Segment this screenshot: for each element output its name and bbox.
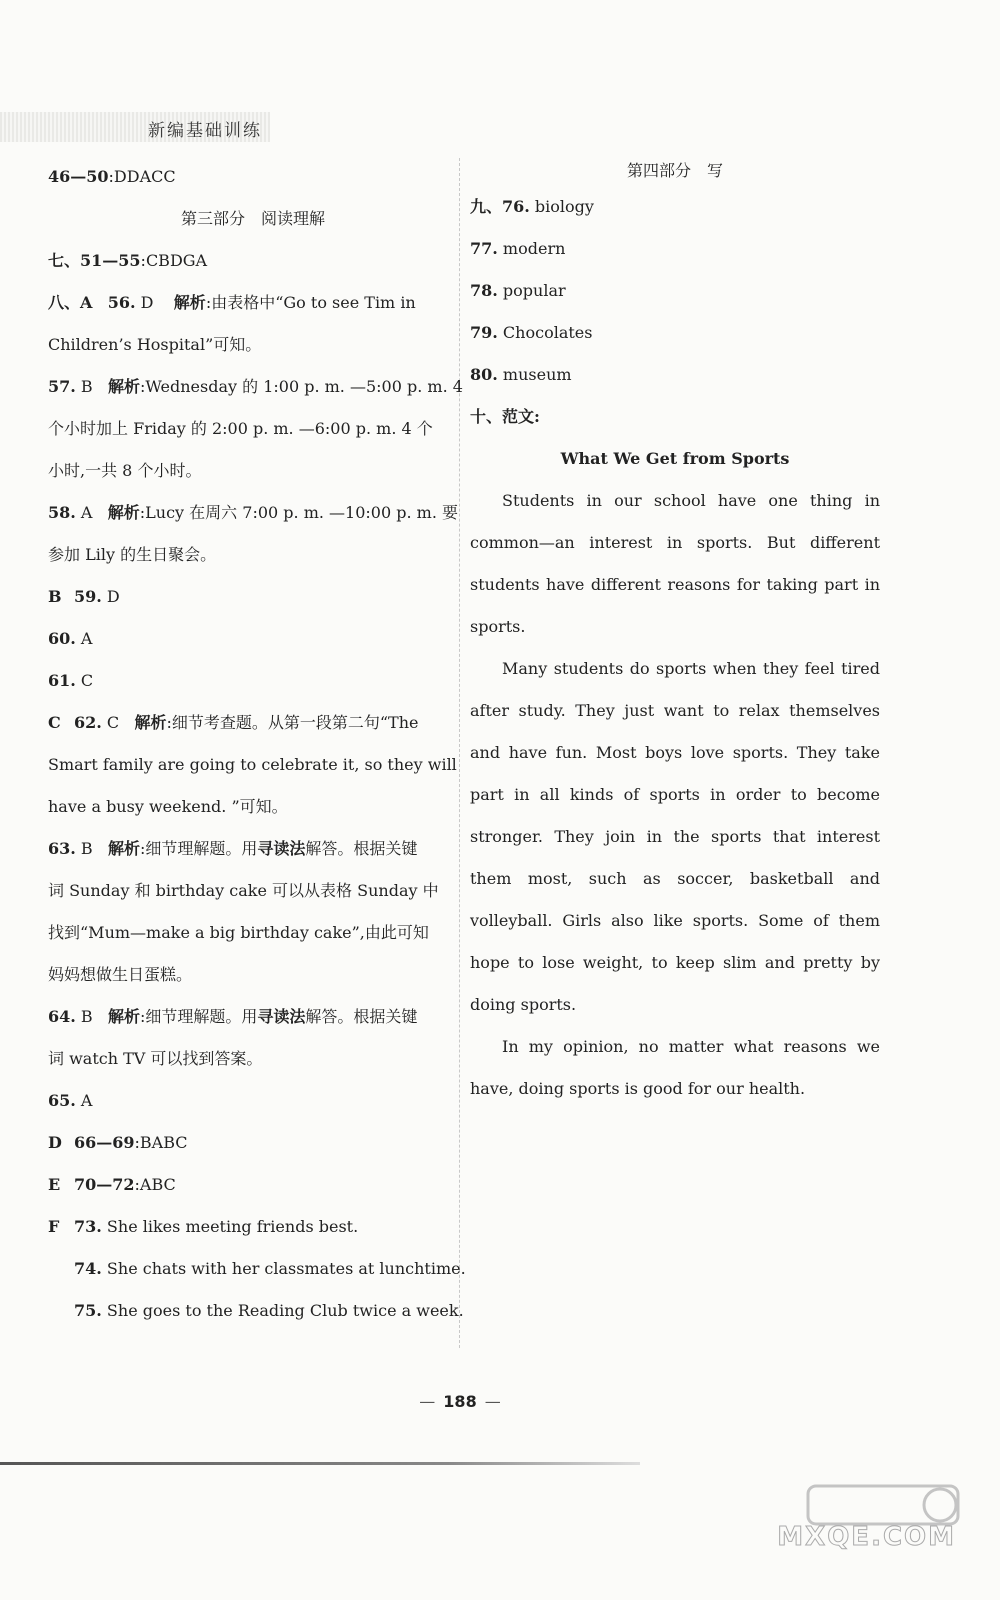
book-title: 新编基础训练 [148, 121, 262, 141]
explanation-line: 小时,一共 8 个小时。 [48, 461, 202, 480]
answer-line: 74. She chats with her classmates at lunchtime. [74, 1259, 466, 1278]
essay-paragraph: Students in our school have one thing in common—an interest in sports. But different students have different reasons for taking part in sports. [470, 491, 880, 636]
answer-line: 58. A 解析:Lucy 在周六 7:00 p. m. —10:00 p. m. 要 [48, 503, 458, 522]
answer-line: 80. museum [470, 365, 572, 384]
answer-line: 78. popular [470, 281, 566, 300]
answer-line: 七、51—55:CBDGA [48, 251, 208, 270]
explanation-line: 个小时加上 Friday 的 2:00 p. m. —6:00 p. m. 4 个 [48, 419, 433, 438]
page-footer: — 188 — [419, 1392, 501, 1411]
explanation-line: 参加 Lily 的生日聚会。 [48, 545, 217, 564]
answer-line: 46—50:DDACC [48, 167, 176, 186]
answer-line: C 62. C 解析:细节考查题。从第一段第二句“The [48, 713, 419, 732]
answer-line: 75. She goes to the Reading Club twice a week. [74, 1301, 464, 1320]
left-column [48, 156, 466, 1332]
answer-line: 61. C [48, 671, 94, 690]
explanation-line: 找到“Mum—make a big birthday cake”,由此可知 [48, 923, 429, 942]
bottom-rule [0, 1462, 640, 1465]
right-column [470, 156, 880, 1110]
explanation-line: have a busy weekend. ”可知。 [48, 797, 288, 816]
answer-line: 79. Chocolates [470, 323, 593, 342]
page-number: 188 [443, 1392, 477, 1411]
answer-line: 65. A [48, 1091, 93, 1110]
explanation-line: 妈妈想做生日蛋糕。 [48, 965, 193, 984]
answer-line: B 59. D [48, 587, 120, 606]
watermark-logo [777, 1480, 980, 1560]
explanation-line: Children’s Hospital”可知。 [48, 335, 262, 354]
watermark-text: MXQE.COM [777, 1522, 956, 1552]
answer-line: D 66—69:BABC [48, 1133, 188, 1152]
answer-line: 60. A [48, 629, 93, 648]
explanation-line: 词 Sunday 和 birthday cake 可以从表格 Sunday 中 [48, 881, 439, 900]
answer-line: 77. modern [470, 239, 566, 258]
answer-line: 九、76. biology [470, 197, 594, 216]
answer-line: 八、A 56. D 解析:由表格中“Go to see Tim in [48, 293, 416, 312]
column-divider [459, 158, 460, 1348]
explanation-line: Smart family are going to celebrate it, so they will [48, 755, 457, 774]
answer-line: F 73. She likes meeting friends best. [48, 1217, 359, 1236]
answer-line: E 70—72:ABC [48, 1175, 176, 1194]
answer-line: 63. B 解析:细节理解题。用寻读法解答。根据关键 [48, 839, 418, 858]
essay-paragraph: Many students do sports when they feel tired after study. They just want to relax themselves and have fun. Most boys love sports. They take part in all kinds of sports in order to become stronger. They join in the sports that interest them most, such as soccer, basketball and volleyball. Girls also like sports. Some of them hope to lose weight, to keep slim and pretty by doing sports. [470, 659, 880, 1014]
model-essay-label: 十、范文: [470, 407, 540, 426]
model-essay [470, 480, 880, 1110]
explanation-line: 词 watch TV 可以找到答案。 [48, 1049, 263, 1068]
answer-line: 64. B 解析:细节理解题。用寻读法解答。根据关键 [48, 1007, 418, 1026]
section-heading-reading: 第三部分 阅读理解 [180, 209, 325, 228]
essay-title: What We Get from Sports [560, 449, 790, 468]
section-heading-writing: 第四部分 写 [626, 161, 723, 180]
answer-line: 57. B 解析:Wednesday 的 1:00 p. m. —5:00 p. m. 4 [48, 377, 463, 396]
essay-paragraph: In my opinion, no matter what reasons we have, doing sports is good for our health. [470, 1037, 880, 1098]
